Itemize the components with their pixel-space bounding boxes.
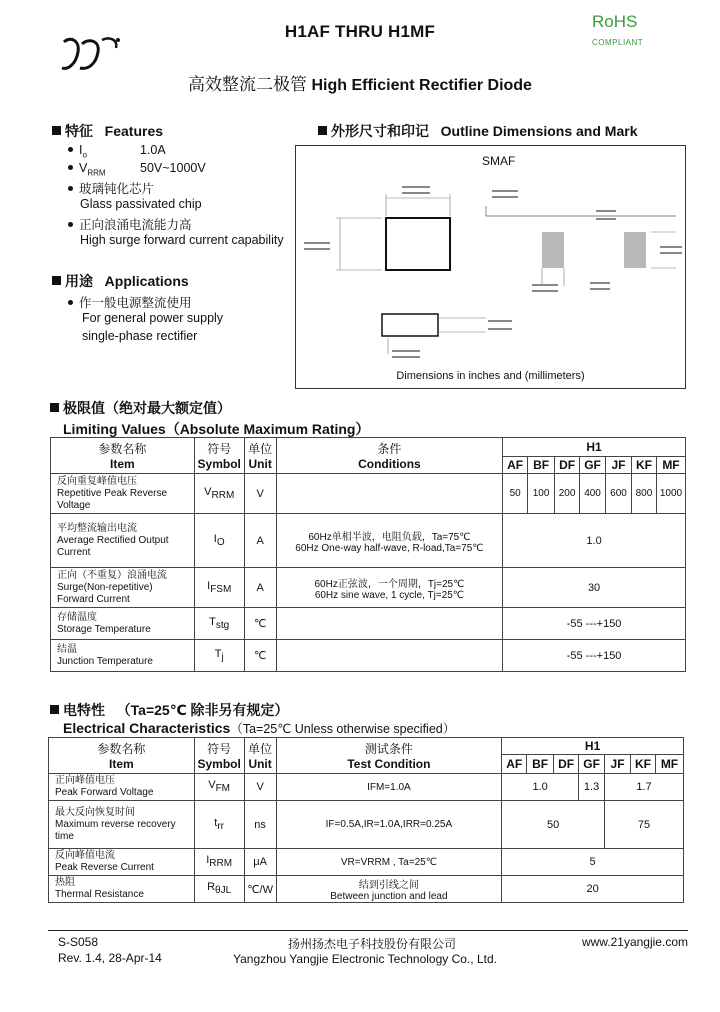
section-marker bbox=[50, 403, 59, 412]
value-cell: 50 bbox=[502, 801, 605, 849]
grade-header: DF bbox=[555, 457, 580, 474]
footer-divider bbox=[48, 930, 688, 931]
grade-header: AF bbox=[502, 755, 527, 774]
item-cell: 最大反向恢复时间 Maximum reverse recovery time bbox=[49, 801, 195, 849]
footer-doc-id: S-S058 bbox=[58, 935, 99, 949]
table-row bbox=[51, 474, 686, 514]
symbol-cell: $I_O$ bbox=[194, 514, 244, 568]
subtitle-en: High Efficient Rectifier Diode bbox=[311, 77, 532, 94]
symbol-cell: $T_j$ bbox=[194, 640, 244, 672]
symbol-cell: $t_{rr}$ bbox=[194, 801, 244, 849]
bullet-icon bbox=[68, 222, 73, 227]
table-row bbox=[49, 876, 684, 903]
outline-drawing bbox=[295, 145, 686, 389]
package-outline-drawing bbox=[296, 146, 685, 388]
feature-io-value: 1.0A bbox=[140, 143, 166, 157]
bullet-icon bbox=[68, 186, 73, 191]
value-cell: 50 bbox=[503, 474, 528, 514]
grade-header: GF bbox=[579, 755, 605, 774]
feature-surge-en: High surge forward current capability bbox=[80, 233, 284, 247]
section-marker bbox=[50, 705, 59, 714]
limiting-values-table bbox=[50, 437, 686, 672]
footer-revision: Rev. 1.4, 28-Apr-14 bbox=[58, 951, 162, 965]
value-cell: 20 bbox=[502, 876, 684, 903]
footer-website-link[interactable]: www.21yangjie.com bbox=[581, 935, 688, 949]
condition-cell bbox=[276, 608, 502, 640]
condition-cell: 60Hz单相半波，电阻负载，Ta=75℃ 60Hz One-way half-wave, R-load,Ta=75℃ bbox=[276, 514, 502, 568]
outline-heading: 外形尺寸和印记 Outline Dimensions and Mark bbox=[318, 121, 638, 141]
limiting-heading-cn: 极限值（绝对最大额定值） bbox=[50, 398, 231, 418]
unit-cell: ℃/W bbox=[244, 876, 276, 903]
group-header: H1 bbox=[502, 738, 684, 755]
group-header: H1 bbox=[503, 438, 686, 457]
unit-cell: V bbox=[244, 474, 276, 514]
value-cell: 1.0 bbox=[503, 514, 686, 568]
document-title: H1AF THRU H1MF bbox=[284, 22, 436, 41]
section-marker bbox=[318, 126, 327, 135]
symbol-cell: $V_{RRM}$ bbox=[194, 474, 244, 514]
grade-header: JF bbox=[606, 457, 632, 474]
table-row bbox=[51, 514, 686, 568]
rohs-mark: RoHS bbox=[592, 12, 638, 31]
feature-glass-en: Glass passivated chip bbox=[80, 197, 202, 211]
grade-header: AF bbox=[503, 457, 528, 474]
value-cell: 400 bbox=[580, 474, 606, 514]
table-row bbox=[49, 774, 684, 801]
application-en-1: For general power supply bbox=[82, 311, 224, 325]
symbol-cell: $T_{stg}$ bbox=[194, 608, 244, 640]
item-cell: 结温 Junction Temperature bbox=[51, 640, 195, 672]
table-row bbox=[51, 608, 686, 640]
unit-cell: ns bbox=[244, 801, 276, 849]
grade-header: GF bbox=[580, 457, 606, 474]
condition-cell: IF=0.5A,IR=1.0A,IRR=0.25A bbox=[276, 801, 502, 849]
subtitle bbox=[0, 70, 720, 95]
dimensions-caption: Dimensions in inches and (millimeters) bbox=[396, 370, 585, 382]
value-cell: 5 bbox=[502, 849, 684, 876]
condition-cell bbox=[276, 640, 502, 672]
feature-surge-cn: 正向浪涌电流能力高 bbox=[68, 215, 192, 233]
col-item: 参数名称 Item bbox=[49, 738, 195, 774]
application-en-2: single-phase rectifier bbox=[82, 329, 198, 343]
subtitle-cn: 高效整流二极管 bbox=[188, 75, 308, 94]
table-row bbox=[49, 849, 684, 876]
grade-header: BF bbox=[527, 755, 554, 774]
bullet-icon bbox=[68, 165, 73, 170]
application-cn: 作一般电源整流使用 bbox=[68, 293, 192, 311]
item-cell: 平均整流输出电流 Average Rectified Output Current bbox=[51, 514, 195, 568]
item-cell: 反向峰值电流 Peak Reverse Current bbox=[49, 849, 195, 876]
grade-header: BF bbox=[528, 457, 555, 474]
symbol-cell: $I_{FSM}$ bbox=[194, 568, 244, 608]
footer-company-cn: 扬州扬杰电子科技股份有限公司 bbox=[287, 937, 456, 951]
col-test-condition: 测试条件 Test Condition bbox=[276, 738, 502, 774]
electrical-heading-cn: 电特性 （Ta=25℃ 除非另有规定） bbox=[50, 700, 289, 720]
rohs-compliant: COMPLIANT bbox=[592, 38, 644, 47]
value-cell: 600 bbox=[606, 474, 632, 514]
package-name: SMAF bbox=[482, 154, 516, 168]
limiting-heading-en: Limiting Values（Absolute Maximum Rating） bbox=[63, 421, 370, 437]
unit-cell: A bbox=[244, 568, 276, 608]
condition-cell: 60Hz正弦波，一个周期，Tj=25℃ 60Hz sine wave, 1 cycle, Tj=25℃ bbox=[276, 568, 502, 608]
section-marker bbox=[52, 126, 61, 135]
value-cell: 30 bbox=[503, 568, 686, 608]
col-conditions: 条件 Conditions bbox=[276, 438, 502, 474]
symbol-cell: $R_{\theta JL}$ bbox=[194, 876, 244, 903]
grade-header: JF bbox=[605, 755, 631, 774]
unit-cell: ℃ bbox=[244, 640, 276, 672]
grade-header: DF bbox=[554, 755, 579, 774]
value-cell: 1.7 bbox=[605, 774, 684, 801]
col-symbol: 符号 Symbol bbox=[194, 438, 244, 474]
value-cell: 800 bbox=[631, 474, 656, 514]
unit-cell: μA bbox=[244, 849, 276, 876]
applications-heading: 用途 Applications bbox=[52, 271, 189, 291]
grade-header: MF bbox=[656, 457, 685, 474]
unit-cell: V bbox=[244, 774, 276, 801]
value-cell: 1000 bbox=[656, 474, 685, 514]
feature-vrrm-value: 50V~1000V bbox=[140, 161, 206, 175]
grade-header: KF bbox=[631, 457, 656, 474]
feature-glass-cn: 玻璃钝化芯片 bbox=[68, 179, 154, 197]
item-cell: 正向峰值电压 Peak Forward Voltage bbox=[49, 774, 195, 801]
value-cell: 100 bbox=[528, 474, 555, 514]
bullet-icon bbox=[68, 147, 73, 152]
grade-header: KF bbox=[631, 755, 656, 774]
bullet-icon bbox=[68, 300, 73, 305]
feature-vrrm: $V_{RRM}$ bbox=[68, 161, 106, 178]
col-item: 参数名称 Item bbox=[51, 438, 195, 474]
condition-cell: VR=VRRM , Ta=25℃ bbox=[276, 849, 502, 876]
item-cell: 热阻 Thermal Resistance bbox=[49, 876, 195, 903]
symbol-cell: $V_{FM}$ bbox=[194, 774, 244, 801]
value-cell: 1.0 bbox=[502, 774, 579, 801]
electrical-heading-en: Electrical Characteristics（Ta=25℃ Unless otherwise specified） bbox=[63, 720, 456, 736]
value-cell: 75 bbox=[605, 801, 684, 849]
grade-header: MF bbox=[655, 755, 683, 774]
condition-cell: 结到引线之间 Between junction and lead bbox=[276, 876, 502, 903]
item-cell: 存储温度 Storage Temperature bbox=[51, 608, 195, 640]
unit-cell: A bbox=[244, 514, 276, 568]
table-row bbox=[49, 801, 684, 849]
col-symbol: 符号 Symbol bbox=[194, 738, 244, 774]
condition-cell bbox=[276, 474, 502, 514]
footer-company-en: Yangzhou Yangjie Electronic Technology Co., Ltd. bbox=[233, 952, 497, 966]
value-cell: 200 bbox=[555, 474, 580, 514]
feature-io: $I_o$ bbox=[68, 143, 87, 160]
symbol-cell: $I_{RRM}$ bbox=[194, 849, 244, 876]
col-unit: 单位 Unit bbox=[244, 738, 276, 774]
electrical-characteristics-table bbox=[48, 737, 684, 903]
item-cell: 反向重复峰值电压 Repetitive Peak Reverse Voltage bbox=[51, 474, 195, 514]
section-marker bbox=[52, 276, 61, 285]
item-cell: 正向（不重复）浪涌电流 Surge(Non-repetitive) Forward Current bbox=[51, 568, 195, 608]
features-heading: 特征 Features bbox=[52, 121, 163, 141]
value-cell: -55 ---+150 bbox=[503, 608, 686, 640]
value-cell: -55 ---+150 bbox=[503, 640, 686, 672]
value-cell: 1.3 bbox=[579, 774, 605, 801]
unit-cell: ℃ bbox=[244, 608, 276, 640]
condition-cell: IFM=1.0A bbox=[276, 774, 502, 801]
table-row bbox=[51, 640, 686, 672]
col-unit: 单位 Unit bbox=[244, 438, 276, 474]
table-row bbox=[51, 568, 686, 608]
